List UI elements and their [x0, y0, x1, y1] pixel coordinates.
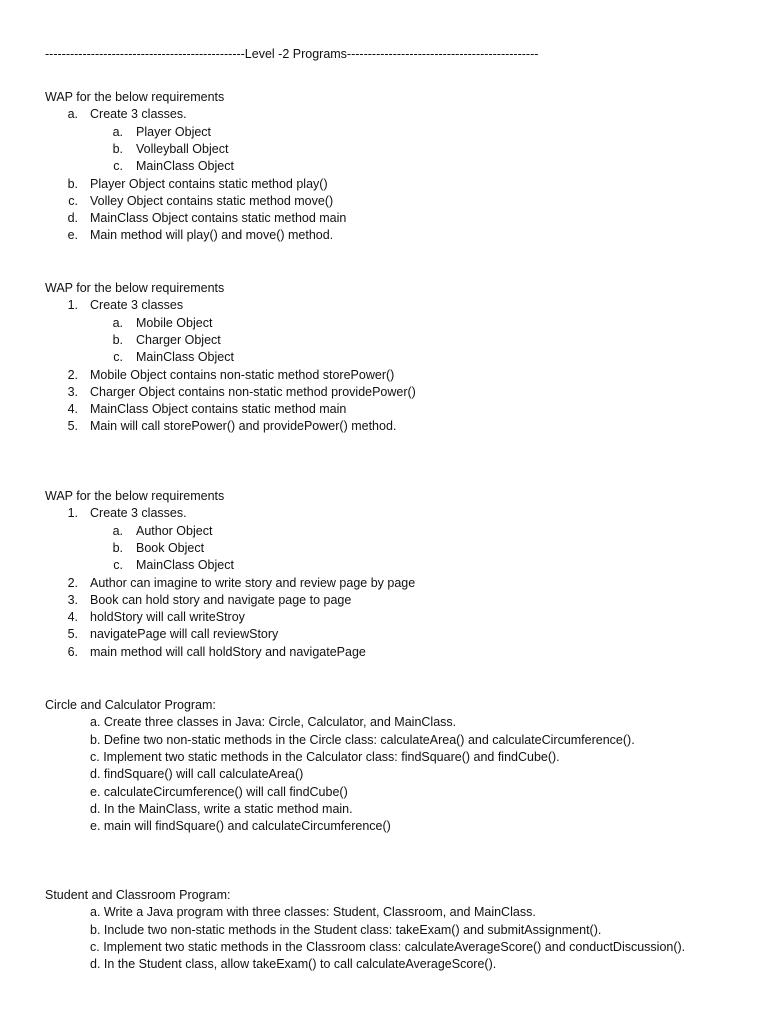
requirement-line: d. findSquare() will call calculateArea(): [90, 767, 304, 782]
sub-item-marker: c.: [113, 350, 123, 365]
sub-item-marker: b.: [112, 540, 123, 555]
section-title: Circle and Calculator Program:: [45, 698, 216, 712]
sub-item-marker: b.: [112, 332, 123, 347]
list-item: Charger Object contains non-static method providePower(): [90, 384, 416, 399]
list-item-marker: 4.: [67, 402, 78, 417]
list-item: navigatePage will call reviewStory: [90, 627, 279, 642]
requirement-line: b. Include two non-static methods in the Student class: takeExam() and submitAssignment().: [90, 922, 602, 937]
section-title: Student and Classroom Program:: [45, 888, 231, 902]
list-item: Book can hold story and navigate page to page: [90, 592, 352, 607]
sub-item: Charger Object: [136, 332, 221, 347]
list-item: Main method will play() and move() method.: [90, 228, 334, 243]
list-item: Volley Object contains static method move(): [90, 193, 334, 208]
list-item-marker: 2.: [67, 575, 78, 590]
sub-item: Player Object: [136, 124, 212, 139]
list-item-marker: d.: [67, 211, 78, 226]
list-item-marker: 1.: [67, 298, 78, 313]
list-item-marker: 1.: [67, 506, 78, 521]
section-title: WAP for the below requirements: [45, 281, 225, 295]
sub-item-marker: c.: [113, 159, 123, 174]
list-item: main method will call holdStory and navigatePage: [90, 644, 366, 659]
sub-item: Author Object: [136, 523, 213, 538]
requirement-line: d. In the Student class, allow takeExam() to call calculateAverageScore().: [90, 957, 497, 972]
list-item-marker: c.: [68, 193, 78, 208]
list-item-marker: 5.: [67, 419, 78, 434]
requirement-line: b. Define two non-static methods in the Circle class: calculateArea() and calculateCircumference().: [90, 732, 635, 747]
requirement-line: c. Implement two static methods in the Classroom class: calculateAverageScore() and conductDiscussion().: [90, 939, 686, 954]
list-item-marker: 5.: [67, 627, 78, 642]
list-item-marker: 6.: [67, 644, 78, 659]
list-item: MainClass Object contains static method main: [90, 211, 347, 226]
requirement-line: e. main will findSquare() and calculateCircumference(): [90, 819, 391, 834]
sub-item-marker: c.: [113, 558, 123, 573]
requirement-line: e. calculateCircumference() will call findCube(): [90, 784, 348, 799]
sub-item: Volleyball Object: [136, 141, 229, 156]
list-item-marker: e.: [67, 228, 78, 243]
sub-item-marker: a.: [112, 523, 123, 538]
page-header: ------------------------------------------------Level -2 Programs----------------------------------------------: [45, 47, 539, 61]
list-item: Create 3 classes: [90, 298, 184, 313]
sub-item: MainClass Object: [136, 350, 234, 365]
list-item-marker: 3.: [67, 592, 78, 607]
list-item: holdStory will call writeStroy: [90, 610, 245, 625]
requirement-line: d. In the MainClass, write a static method main.: [90, 801, 353, 816]
list-item-marker: 3.: [67, 384, 78, 399]
list-item: Main will call storePower() and providePower() method.: [90, 419, 397, 434]
sub-item-marker: a.: [112, 315, 123, 330]
list-item-marker: a.: [67, 107, 78, 122]
requirement-line: c. Implement two static methods in the Calculator class: findSquare() and findCube().: [90, 749, 560, 764]
list-item-marker: b.: [67, 176, 78, 191]
list-item: MainClass Object contains static method main: [90, 402, 347, 417]
sub-item: MainClass Object: [136, 159, 234, 174]
list-item: Create 3 classes.: [90, 506, 187, 521]
list-item-marker: 2.: [67, 367, 78, 382]
sub-item: Mobile Object: [136, 315, 213, 330]
sub-item-marker: a.: [112, 124, 123, 139]
list-item-marker: 4.: [67, 610, 78, 625]
sub-item: MainClass Object: [136, 558, 234, 573]
requirement-line: a. Write a Java program with three classes: Student, Classroom, and MainClass.: [90, 905, 536, 920]
list-item: Player Object contains static method play(): [90, 176, 328, 191]
requirement-line: a. Create three classes in Java: Circle, Calculator, and MainClass.: [90, 715, 457, 730]
section-title: WAP for the below requirements: [45, 489, 225, 503]
sub-item-marker: b.: [112, 141, 123, 156]
section-title: WAP for the below requirements: [45, 90, 225, 104]
sub-item: Book Object: [136, 540, 205, 555]
list-item: Author can imagine to write story and review page by page: [90, 575, 416, 590]
list-item: Mobile Object contains non-static method storePower(): [90, 367, 395, 382]
list-item: Create 3 classes.: [90, 107, 187, 122]
